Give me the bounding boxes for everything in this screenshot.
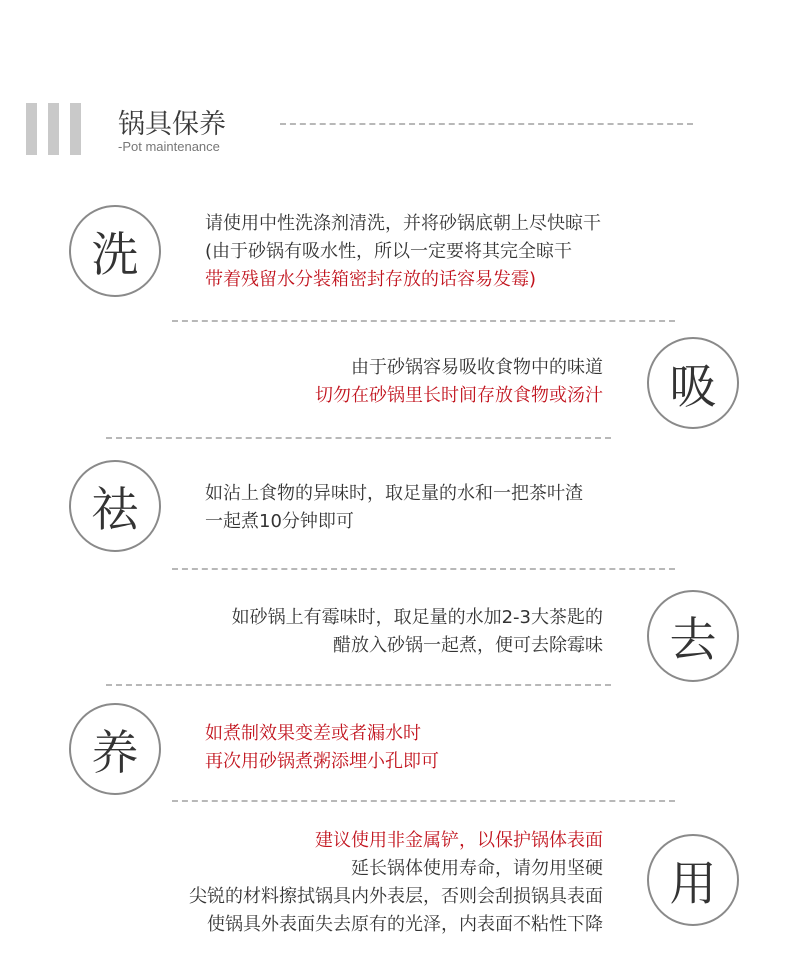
- section-text-remove-odor: [205, 480, 583, 536]
- decoration-bar: [48, 103, 59, 155]
- text-line: 请使用中性洗涤剂清洗，并将砂锅底朝上尽快晾干: [205, 213, 601, 234]
- text-line: 如砂锅上有霉味时，取足量的水加2-3大茶匙的: [231, 607, 603, 628]
- section-divider: [106, 437, 611, 439]
- text-line: 由于砂锅容易吸收食物中的味道: [351, 357, 603, 378]
- section-char-circle: 去: [647, 590, 739, 682]
- text-line: 醋放入砂锅一起煮，便可去除霉味: [333, 635, 603, 656]
- text-line: 使锅具外表面失去原有的光泽，内表面不粘性下降: [207, 914, 603, 935]
- section-divider: [106, 684, 611, 686]
- header-divider: [280, 123, 693, 125]
- text-line: 延长锅体使用寿命，请勿用坚硬: [351, 858, 603, 879]
- section-divider: [172, 568, 675, 570]
- text-line: 再次用砂锅煮粥添埋小孔即可: [205, 751, 439, 772]
- text-line: (由于砂锅有吸水性，所以一定要将其完全晾干: [205, 241, 573, 262]
- section-text-nurture: [205, 720, 439, 776]
- section-divider: [172, 800, 675, 802]
- section-char-circle: 吸: [647, 337, 739, 429]
- section-char-circle: 用: [647, 834, 739, 926]
- section-char-circle: 祛: [69, 460, 161, 552]
- section-text-remove-mold: [232, 604, 603, 660]
- page-title: 锅具保养: [118, 109, 226, 140]
- decoration-bar: [70, 103, 81, 155]
- text-line: 如煮制效果变差或者漏水时: [205, 723, 421, 744]
- section-divider: [172, 320, 675, 322]
- section-text-absorb: [315, 354, 603, 410]
- title-decoration-bars: [26, 103, 82, 155]
- text-line: 一起煮10分钟即可: [205, 511, 354, 532]
- text-line: 尖锐的材料擦拭锅具内外表层，否则会刮损锅具表面: [189, 886, 603, 907]
- text-line: 切勿在砂锅里长时间存放食物或汤汁: [315, 385, 603, 406]
- text-line: 带着残留水分装箱密封存放的话容易发霉): [205, 269, 537, 290]
- section-text-usage: [189, 827, 603, 939]
- section-char-circle: 养: [69, 703, 161, 795]
- text-line: 建议使用非金属铲，以保护锅体表面: [315, 830, 603, 851]
- section-text-wash: [205, 210, 601, 294]
- page-subtitle: -Pot maintenance: [118, 139, 220, 154]
- section-char-circle: 洗: [69, 205, 161, 297]
- text-line: 如沾上食物的异味时，取足量的水和一把茶叶渣: [205, 483, 583, 504]
- decoration-bar: [26, 103, 37, 155]
